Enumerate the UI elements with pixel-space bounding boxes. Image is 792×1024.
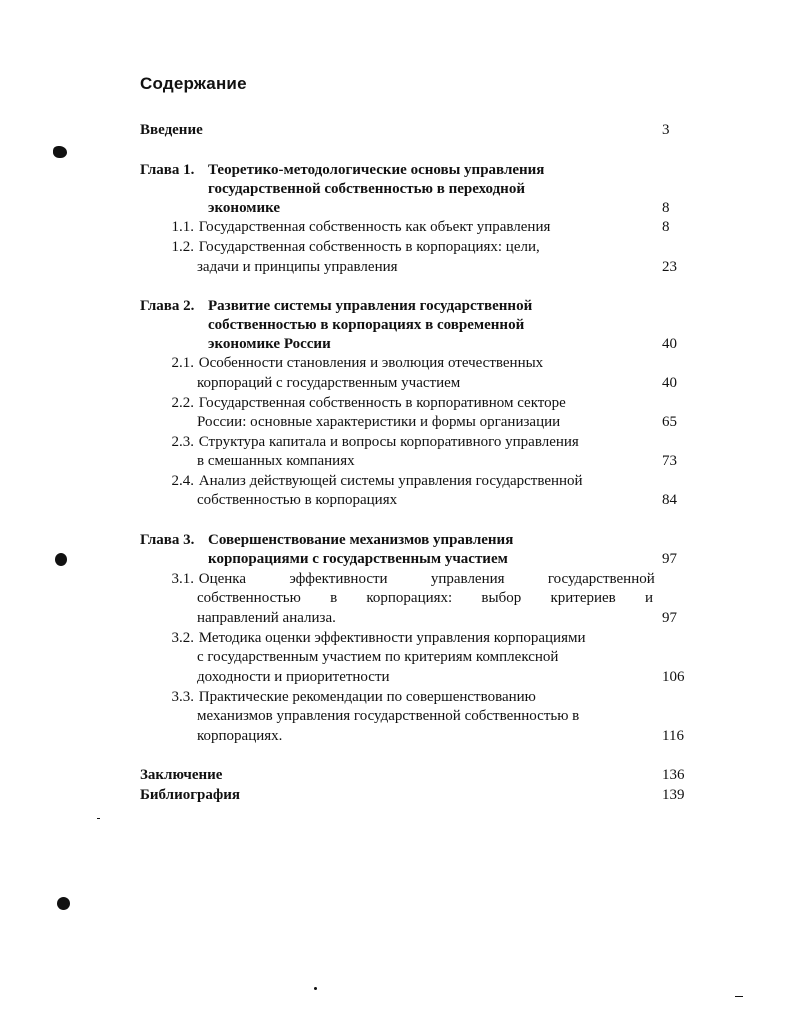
toc-s11-text: Государственная собственность как объект управления [198,219,551,235]
page-title: Содержание [140,74,247,93]
toc-s31-num: 3.1. [171,571,194,587]
scan-hole-mark [55,553,67,566]
toc-s32-line3: доходности и приоритетности [197,669,390,685]
toc-s23-num: 2.3. [171,434,194,450]
toc-s23-text1: Структура капитала и вопросы корпоративного управления [198,434,579,450]
scan-speck [314,987,317,990]
toc-s32-text1: Методика оценки эффективности управления корпорациями [198,630,586,646]
toc-s11-page: 8 [662,219,670,235]
toc-s11-line1 [160,218,550,238]
toc-s31-line3: направлений анализа. [197,610,336,626]
toc-intro-page: 3 [662,122,670,138]
toc-s24-text1: Анализ действующей системы управления государственной [198,473,583,489]
toc-s31-page: 97 [662,610,677,626]
toc-s23-line2: в смешанных компаниях [197,453,355,469]
toc-s33-num: 3.3. [171,689,194,705]
toc-bibliography-page: 139 [662,787,685,803]
toc-conclusion-page: 136 [662,767,685,783]
toc-s22-text1: Государственная собственность в корпоративном секторе [198,395,566,411]
toc-ch1-label: Глава 1. [140,162,195,178]
toc-s23-page: 73 [662,453,677,469]
toc-s12-text1: Государственная собственность в корпорациях: цели, [198,239,540,255]
toc-s31-line2-wrap [197,589,653,609]
toc-ch2-title-line1: Развитие системы управления государственной [208,298,533,314]
toc-s32-page: 106 [662,669,685,685]
toc-bibliography-label: Библиография [140,787,241,803]
toc-s31-line2: собственностью в корпорациях: выбор критериев и [197,590,653,606]
toc-s22-page: 65 [662,414,677,430]
toc-ch3-title-line1: Совершенствование механизмов управления [208,532,514,548]
toc-ch3-label: Глава 3. [140,532,195,548]
toc-s11-num: 1.1. [171,219,194,235]
toc-s32-line2: с государственным участием по критериям комплексной [197,649,559,665]
toc-s24-page: 84 [662,492,677,508]
toc-s32-line1 [160,629,585,649]
toc-ch1-page: 8 [662,200,670,216]
toc-s12-page: 23 [662,259,677,275]
scan-speck [97,818,100,819]
toc-intro-label: Введение [140,122,203,138]
toc-ch1-title-line3: экономике [208,200,281,216]
toc-ch2-page: 40 [662,336,677,352]
toc-s21-page: 40 [662,375,677,391]
toc-s24-line2: собственностью в корпорациях [197,492,398,508]
toc-s32-num: 3.2. [171,630,194,646]
toc-s21-line1 [160,354,543,374]
toc-s22-num: 2.2. [171,395,194,411]
toc-ch2-title-line3: экономике России [208,336,331,352]
toc-s31-text1: Оценка эффективности управления государственной [198,571,655,587]
toc-ch2-label: Глава 2. [140,298,195,314]
toc-s12-line1 [160,238,540,258]
toc-s33-line1 [160,688,536,708]
toc-ch3-page: 97 [662,551,677,567]
toc-s24-num: 2.4. [171,473,194,489]
scan-hole-mark [53,146,67,158]
toc-s33-line2: механизмов управления государственной собственностью в [197,708,580,724]
toc-s21-line2: корпораций с государственным участием [197,375,461,391]
toc-s33-text1: Практические рекомендации по совершенствованию [198,689,536,705]
scan-speck [735,996,743,997]
toc-ch1-title-line1: Теоретико-методологические основы управления [208,162,545,178]
toc-s22-line1 [160,394,566,414]
scan-hole-mark [57,897,70,910]
toc-s31-line1 [160,570,655,590]
toc-s12-num: 1.2. [171,239,194,255]
toc-s23-line1 [160,433,579,453]
toc-s33-page: 116 [662,728,684,744]
toc-ch2-title-line2: собственностью в корпорациях в современной [208,317,525,333]
toc-s21-num: 2.1. [171,355,194,371]
toc-conclusion-label: Заключение [140,767,223,783]
toc-ch1-title-line2: государственной собственностью в переходной [208,181,525,197]
toc-s12-line2: задачи и принципы управления [197,259,398,275]
toc-ch3-title-line2: корпорациями с государственным участием [208,551,508,567]
toc-s33-line3: корпорациях. [197,728,283,744]
toc-s22-line2: России: основные характеристики и формы организации [197,414,561,430]
toc-s21-text1: Особенности становления и эволюция отечественных [198,355,544,371]
toc-s24-line1 [160,472,583,492]
